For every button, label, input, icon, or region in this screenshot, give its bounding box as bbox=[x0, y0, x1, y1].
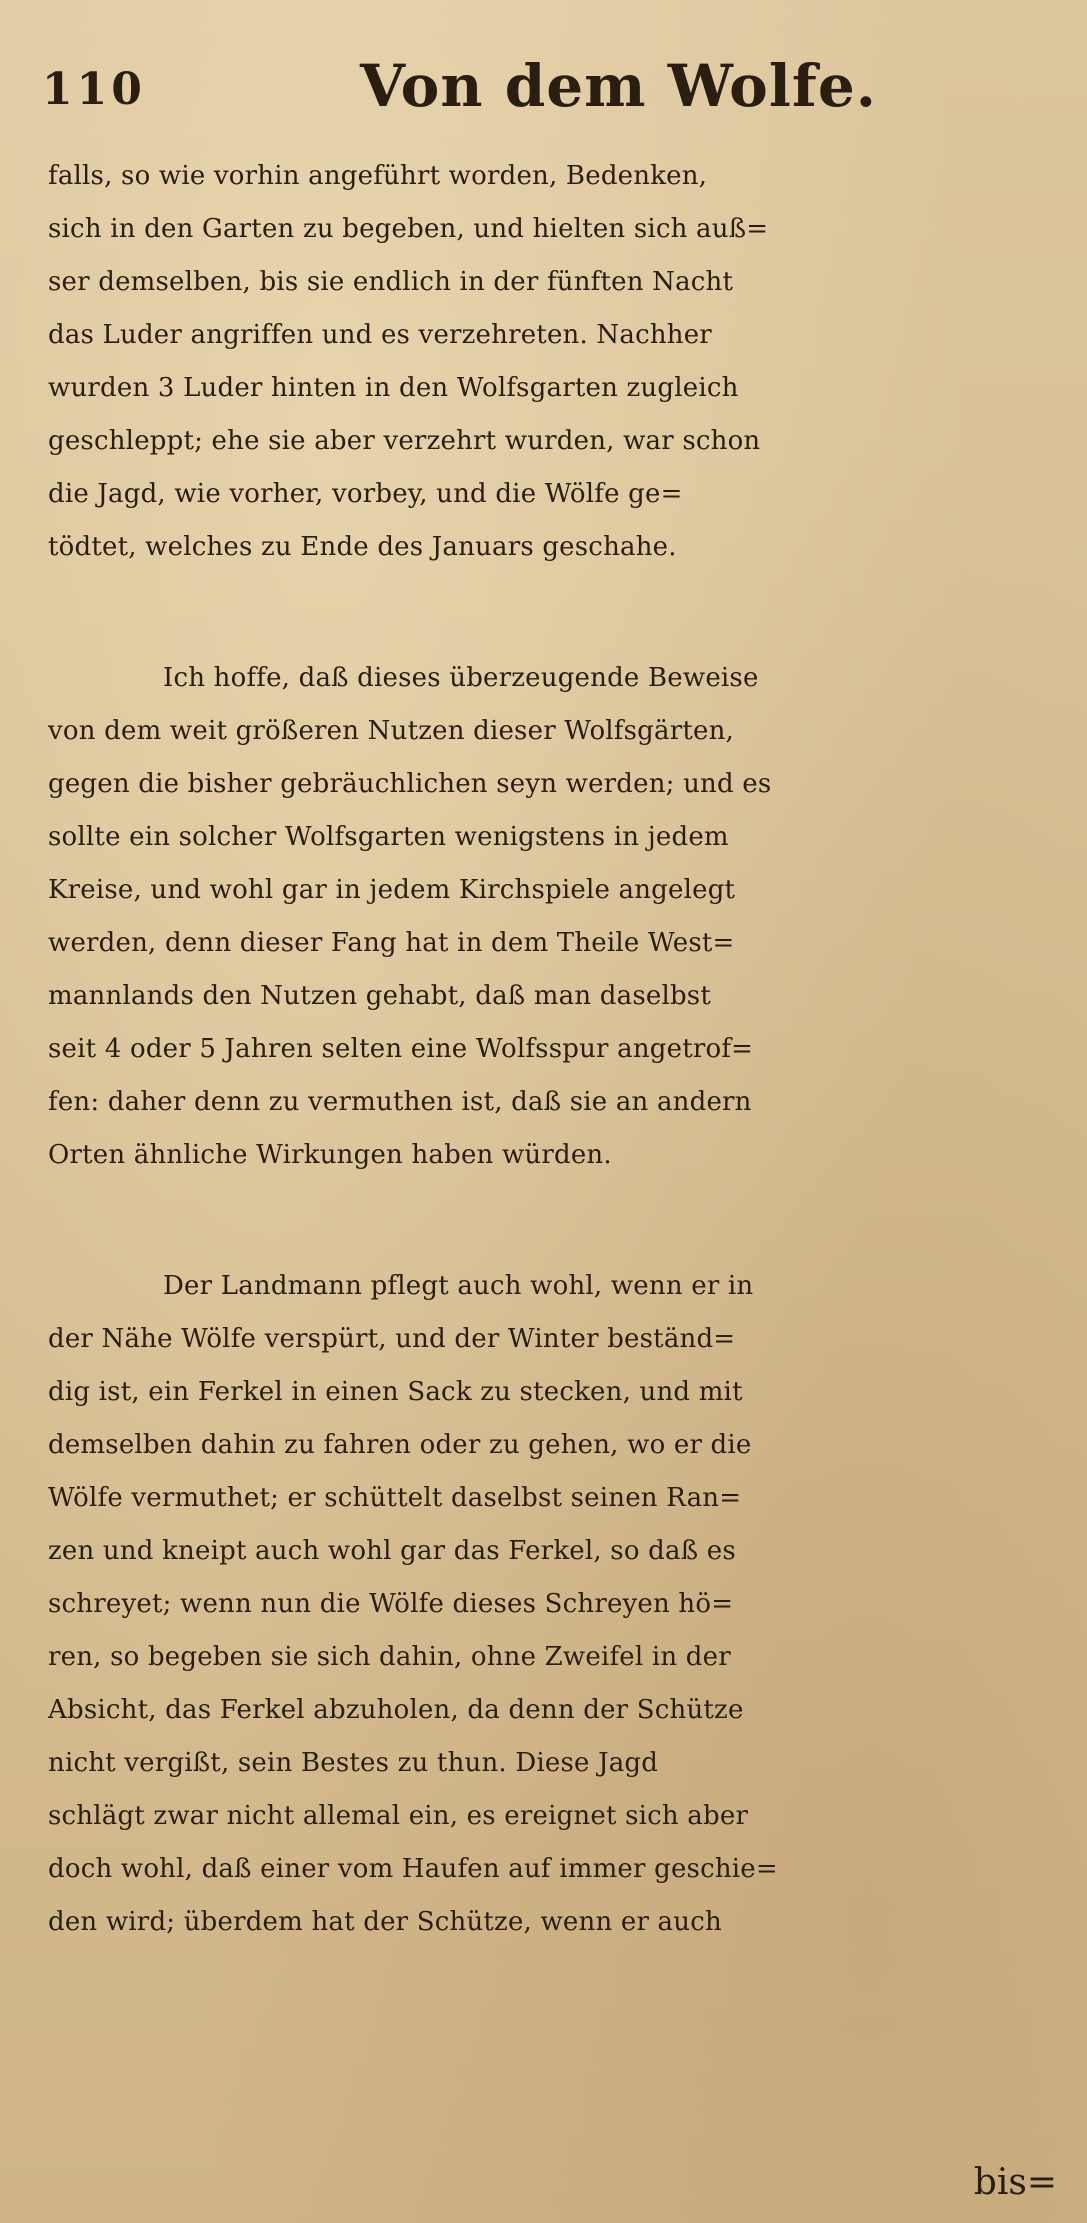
text-line: der Nähe Wölfe verspürt, und der Winter beständ= bbox=[48, 1324, 736, 1354]
text-line: seit 4 oder 5 Jahren selten eine Wolfsspur angetrof= bbox=[48, 1034, 754, 1064]
text-line: demselben dahin zu fahren oder zu gehen, wo er die bbox=[48, 1430, 752, 1460]
text-line: Orten ähnliche Wirkungen haben würden. bbox=[48, 1140, 612, 1170]
paragraph-1 bbox=[48, 150, 1078, 574]
text-line: schlägt zwar nicht allemal ein, es ereignet sich aber bbox=[48, 1801, 749, 1831]
text-line: ser demselben, bis sie endlich in der fünften Nacht bbox=[48, 267, 734, 297]
text-line: Wölfe vermuthet; er schüttelt daselbst seinen Ran= bbox=[48, 1483, 742, 1513]
text-line: zen und kneipt auch wohl gar das Ferkel, so daß es bbox=[48, 1536, 736, 1566]
text-line: Kreise, und wohl gar in jedem Kirchspiele angelegt bbox=[48, 875, 736, 905]
text-line: sich in den Garten zu begeben, und hielten sich auß= bbox=[48, 214, 769, 244]
paragraph-gap bbox=[48, 574, 1078, 652]
text-line: sollte ein solcher Wolfsgarten wenigstens in jedem bbox=[48, 822, 729, 852]
text-line: schreyet; wenn nun die Wölfe dieses Schreyen hö= bbox=[48, 1589, 734, 1619]
text-line: Absicht, das Ferkel abzuholen, da denn der Schütze bbox=[48, 1695, 744, 1725]
text-line: von dem weit größeren Nutzen dieser Wolfsgärten, bbox=[48, 716, 734, 746]
text-line: mannlands den Nutzen gehabt, daß man daselbst bbox=[48, 981, 711, 1011]
text-line: Ich hoffe, daß dieses überzeugende Beweise bbox=[163, 663, 759, 693]
text-line: dig ist, ein Ferkel in einen Sack zu stecken, und mit bbox=[48, 1377, 743, 1407]
text-line: wurden 3 Luder hinten in den Wolfsgarten zugleich bbox=[48, 373, 739, 403]
text-line: Der Landmann pflegt auch wohl, wenn er in bbox=[163, 1271, 754, 1301]
text-line: geschleppt; ehe sie aber verzehrt wurden, war schon bbox=[48, 426, 761, 456]
text-line: werden, denn dieser Fang hat in dem Theile West= bbox=[48, 928, 735, 958]
text-line: tödtet, welches zu Ende des Januars geschahe. bbox=[48, 532, 677, 562]
paragraph-3 bbox=[48, 1260, 1078, 1949]
body-text bbox=[48, 150, 1078, 1949]
page-number: 110 bbox=[42, 64, 146, 115]
text-line: doch wohl, daß einer vom Haufen auf immer geschie= bbox=[48, 1854, 778, 1884]
paragraph-gap bbox=[48, 1182, 1078, 1260]
text-line: ren, so begeben sie sich dahin, ohne Zweifel in der bbox=[48, 1642, 731, 1672]
text-line: nicht vergißt, sein Bestes zu thun. Diese Jagd bbox=[48, 1748, 659, 1778]
running-title: Von dem Wolfe. bbox=[360, 52, 877, 120]
text-line: falls, so wie vorhin angeführt worden, Bedenken, bbox=[48, 161, 708, 191]
page-header bbox=[30, 52, 1070, 142]
text-line: die Jagd, wie vorher, vorbey, und die Wölfe ge= bbox=[48, 479, 683, 509]
text-line: das Luder angriffen und es verzehreten. Nachher bbox=[48, 320, 712, 350]
catchword: bis= bbox=[973, 2162, 1057, 2203]
paragraph-2 bbox=[48, 652, 1078, 1182]
text-line: fen: daher denn zu vermuthen ist, daß sie an andern bbox=[48, 1087, 752, 1117]
text-line: gegen die bisher gebräuchlichen seyn werden; und es bbox=[48, 769, 772, 799]
text-line: den wird; überdem hat der Schütze, wenn er auch bbox=[48, 1907, 722, 1937]
